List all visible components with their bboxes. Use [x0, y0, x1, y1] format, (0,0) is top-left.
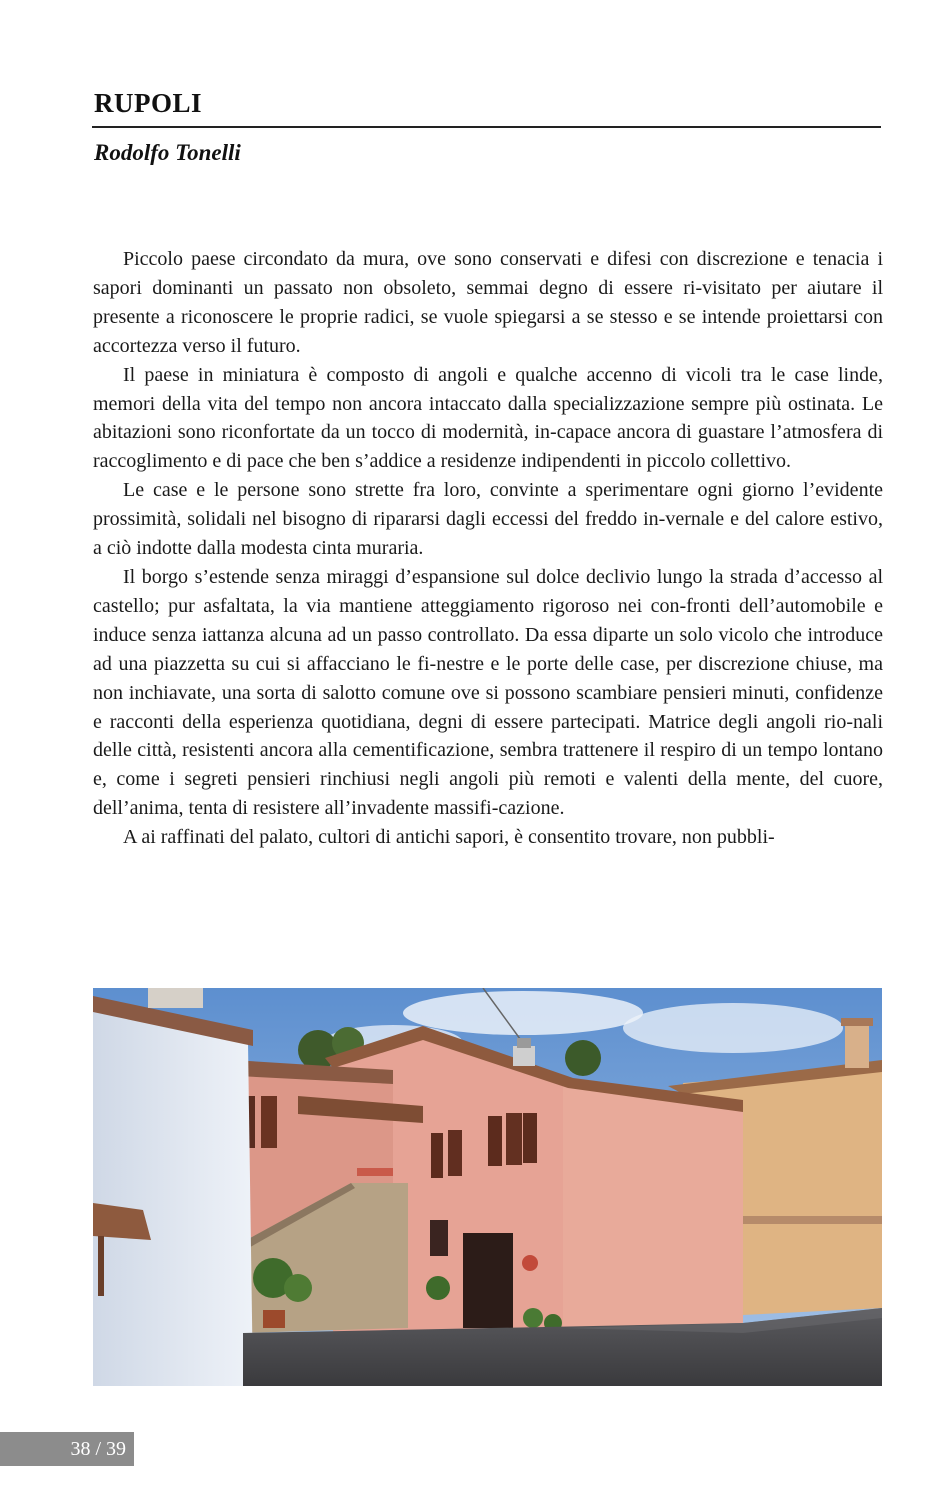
- paragraph-4: Il borgo s’estende senza miraggi d’espansione sul dolce declivio lungo la strada d’accesso al castello; pur asfaltata, la via mantiene atteggiamento rigoroso nei con-fronti dell’automobile e induce senza iattanza alcuna ad un passo controllato. Da essa diparte un solo vicolo che introduce ad una piazzetta su cui si affacciano le fi-nestre e le porte delle case, per discrezione chiuse, ma non inchiavate, una sorta di salotto comune ove si possono scambiare pensieri minuti, confidenze e racconti della esperienza quotidiana, degni di essere partecipati. Matrice degli angoli rio-nali delle città, resistenti ancora alla cementificazione, sembra trattenere il respiro di un tempo lontano e, come i segreti pensieri rinchiusi negli angoli più remoti e valenti della mente, del cuore, dell’anima, tenta di resistere all’invadente massifi-cazione.: [93, 565, 883, 820]
- paragraph-1: Piccolo paese circondato da mura, ove sono conservati e difesi con discrezione e tenacia i sapori dominanti un passato non obsoleto, semmai degno di essere ri-visitato per aiutare il presente a riconoscere le proprie radici, se vuole spiegarsi a se stesso e se intende proiettarsi con accortezza verso il futuro.: [93, 248, 883, 357]
- title-rule: [92, 126, 881, 128]
- village-courtyard-photo: [93, 988, 882, 1386]
- article-author: Rodolfo Tonelli: [94, 140, 241, 165]
- paragraph-2: Il paese in miniatura è composto di angoli e qualche accenno di vicoli tra le case linde, memori della vita del tempo non ancora intaccato dalla specializzazione sempre più ostinata. Le abitazioni sono riconfortate da un tocco di modernità, in-capace ancora di guastare l’atmosfera di raccoglimento e di pace che ben s’addice a residenze indipendenti in piccolo collettivo.: [93, 363, 883, 473]
- paragraph-3: Le case e le persone sono strette fra loro, convinte a sperimentare ogni giorno l’evidente prossimità, solidali nel bisogno di ripararsi dagli eccessi del freddo in-vernale e del calore estivo, a ciò indotte dalla modesta cinta muraria.: [93, 479, 883, 560]
- page-folio: 38 / 39: [0, 1432, 134, 1466]
- article-title: RUPOLI: [94, 88, 203, 118]
- paragraph-5: A ai raffinati del palato, cultori di antichi sapori, è consentito trovare, non pubbli-: [123, 826, 775, 849]
- article-body: [93, 245, 883, 852]
